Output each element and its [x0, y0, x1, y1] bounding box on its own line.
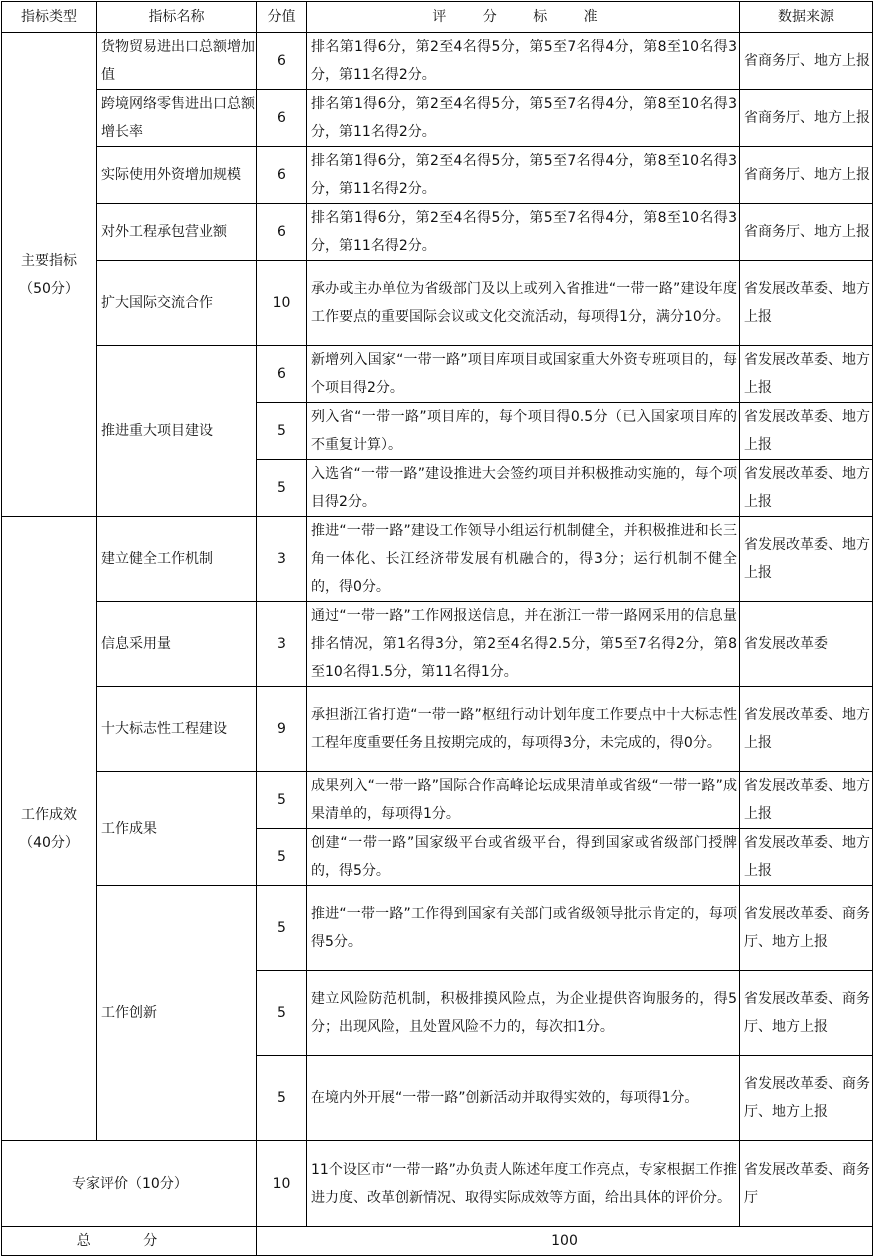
data-source: 省发展改革委、地方上报	[740, 460, 873, 517]
header-type: 指标类型	[2, 2, 97, 33]
table-row	[2, 517, 873, 602]
data-source: 省商务厅、地方上报	[740, 90, 873, 147]
group-work: 工作成效（40分）	[2, 517, 97, 1141]
table-row	[2, 602, 873, 687]
table-row	[2, 687, 873, 772]
table-row	[2, 147, 873, 204]
data-source: 省发展改革委、地方上报	[740, 687, 873, 772]
criteria-text: 排名第1得6分，第2至4名得5分，第5至7名得4分，第8至10名得3分，第11名得2分。	[307, 33, 740, 90]
scoring-table	[1, 1, 873, 1256]
table-row	[2, 1141, 873, 1227]
total-row	[2, 1227, 873, 1256]
data-source: 省发展改革委、地方上报	[740, 829, 873, 886]
criteria-text: 排名第1得6分，第2至4名得5分，第5至7名得4分，第8至10名得3分，第11名得2分。	[307, 90, 740, 147]
table-row	[2, 886, 873, 971]
indicator-name: 十大标志性工程建设	[97, 687, 257, 772]
data-source: 省发展改革委、地方上报	[740, 403, 873, 460]
criteria-text: 承担浙江省打造“一带一路”枢纽行动计划年度工作要点中十大标志性工程年度重要任务且按期完成的，每项得3分，未完成的，得0分。	[307, 687, 740, 772]
score-value: 10	[257, 1141, 307, 1227]
header-name: 指标名称	[97, 2, 257, 33]
table-row	[2, 204, 873, 261]
data-source: 省商务厅、地方上报	[740, 147, 873, 204]
table-row	[2, 772, 873, 829]
criteria-text: 在境内外开展“一带一路”创新活动并取得实效的，每项得1分。	[307, 1056, 740, 1141]
indicator-name: 工作创新	[97, 886, 257, 1141]
data-source: 省发展改革委	[740, 602, 873, 687]
total-label: 总 分	[2, 1227, 257, 1256]
data-source: 省发展改革委、商务厅、地方上报	[740, 1056, 873, 1141]
criteria-text: 推进“一带一路”建设工作领导小组运行机制健全，并积极推进和长三角一体化、长江经济带发展有机融合的，得3分；运行机制不健全的，得0分。	[307, 517, 740, 602]
score-value: 5	[257, 403, 307, 460]
table-row	[2, 261, 873, 346]
score-value: 5	[257, 460, 307, 517]
criteria-text: 排名第1得6分，第2至4名得5分，第5至7名得4分，第8至10名得3分，第11名得2分。	[307, 147, 740, 204]
header-criteria: 评 分 标 准	[307, 2, 740, 33]
data-source: 省发展改革委、商务厅	[740, 1141, 873, 1227]
score-value: 3	[257, 602, 307, 687]
indicator-name: 推进重大项目建设	[97, 346, 257, 517]
indicator-name: 实际使用外资增加规模	[97, 147, 257, 204]
indicator-name: 信息采用量	[97, 602, 257, 687]
criteria-text: 新增列入国家“一带一路”项目库项目或国家重大外资专班项目的，每个项目得2分。	[307, 346, 740, 403]
criteria-text: 推进“一带一路”工作得到国家有关部门或省级领导批示肯定的，每项得5分。	[307, 886, 740, 971]
score-value: 6	[257, 147, 307, 204]
table-row	[2, 346, 873, 403]
criteria-text: 创建“一带一路”国家级平台或省级平台，得到国家或省级部门授牌的，得5分。	[307, 829, 740, 886]
score-value: 6	[257, 204, 307, 261]
criteria-text: 通过“一带一路”工作网报送信息，并在浙江一带一路网采用的信息量排名情况，第1名得3分，第2至4名得2.5分，第5至7名得2分，第8至10名得1.5分，第11名得1分。	[307, 602, 740, 687]
score-value: 10	[257, 261, 307, 346]
indicator-name: 跨境网络零售进出口总额增长率	[97, 90, 257, 147]
score-value: 5	[257, 886, 307, 971]
data-source: 省发展改革委、商务厅、地方上报	[740, 971, 873, 1056]
total-value: 100	[257, 1227, 873, 1256]
score-value: 5	[257, 829, 307, 886]
data-source: 省发展改革委、地方上报	[740, 772, 873, 829]
header-row	[2, 2, 873, 33]
indicator-name: 对外工程承包营业额	[97, 204, 257, 261]
indicator-name: 建立健全工作机制	[97, 517, 257, 602]
indicator-name: 工作成果	[97, 772, 257, 886]
score-value: 9	[257, 687, 307, 772]
group-expert: 专家评价（10分）	[2, 1141, 257, 1227]
table-row	[2, 90, 873, 147]
data-source: 省商务厅、地方上报	[740, 204, 873, 261]
criteria-text: 承办或主办单位为省级部门及以上或列入省推进“一带一路”建设年度工作要点的重要国际会议或文化交流活动，每项得1分，满分10分。	[307, 261, 740, 346]
criteria-text: 成果列入“一带一路”国际合作高峰论坛成果清单或省级“一带一路”成果清单的，每项得1分。	[307, 772, 740, 829]
data-source: 省发展改革委、地方上报	[740, 346, 873, 403]
score-value: 5	[257, 971, 307, 1056]
data-source: 省商务厅、地方上报	[740, 33, 873, 90]
criteria-text: 建立风险防范机制，积极排摸风险点，为企业提供咨询服务的，得5分；出现风险，且处置风险不力的，每次扣1分。	[307, 971, 740, 1056]
criteria-text: 列入省“一带一路”项目库的，每个项目得0.5分（已入国家项目库的不重复计算）。	[307, 403, 740, 460]
score-value: 6	[257, 33, 307, 90]
indicator-name: 货物贸易进出口总额增加值	[97, 33, 257, 90]
indicator-name: 扩大国际交流合作	[97, 261, 257, 346]
score-value: 6	[257, 346, 307, 403]
score-value: 6	[257, 90, 307, 147]
data-source: 省发展改革委、地方上报	[740, 261, 873, 346]
criteria-text: 排名第1得6分，第2至4名得5分，第5至7名得4分，第8至10名得3分，第11名得2分。	[307, 204, 740, 261]
criteria-text: 入选省“一带一路”建设推进大会签约项目并积极推动实施的，每个项目得2分。	[307, 460, 740, 517]
score-value: 3	[257, 517, 307, 602]
header-source: 数据来源	[740, 2, 873, 33]
score-value: 5	[257, 1056, 307, 1141]
criteria-text: 11个设区市“一带一路”办负责人陈述年度工作亮点，专家根据工作推进力度、改革创新情况、取得实际成效等方面，给出具体的评价分。	[307, 1141, 740, 1227]
group-main: 主要指标（50分）	[2, 33, 97, 517]
score-value: 5	[257, 772, 307, 829]
data-source: 省发展改革委、地方上报	[740, 517, 873, 602]
header-score: 分值	[257, 2, 307, 33]
data-source: 省发展改革委、商务厅、地方上报	[740, 886, 873, 971]
table-row	[2, 33, 873, 90]
